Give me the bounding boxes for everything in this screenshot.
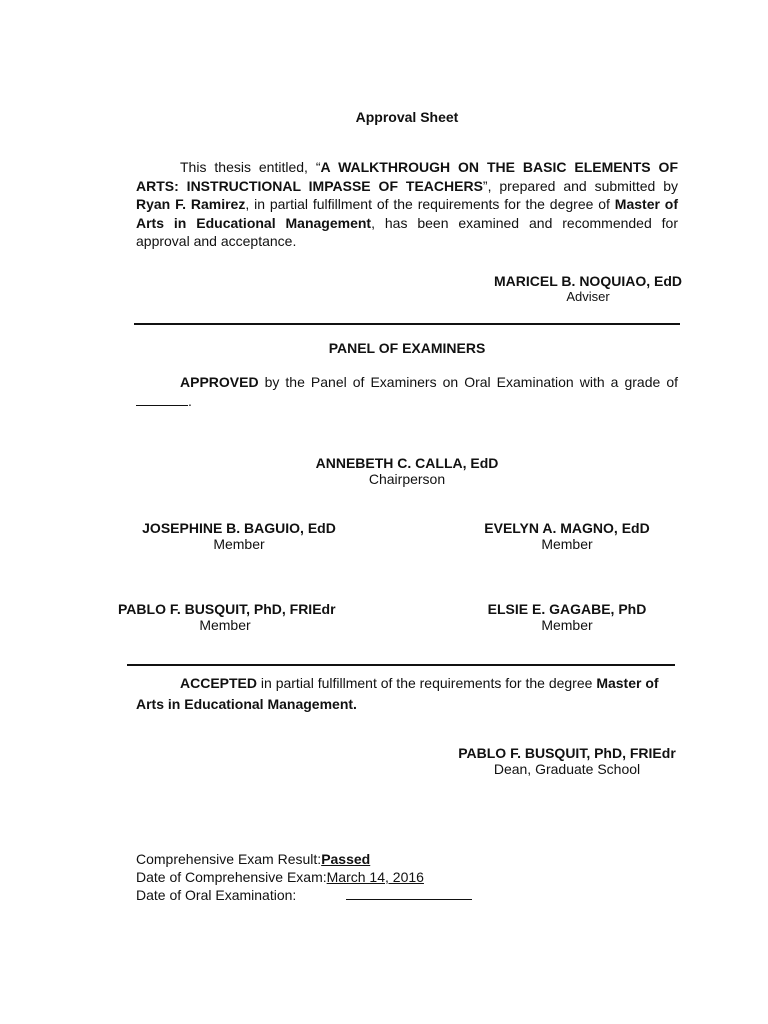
author-name: Ryan F. Ramirez bbox=[136, 196, 246, 212]
member-role-4: Member bbox=[541, 617, 593, 633]
dean-role: Dean, Graduate School bbox=[493, 761, 641, 777]
member-role-2: Member bbox=[541, 536, 593, 552]
intro-mid1: ”, prepared and submitted by bbox=[482, 177, 678, 194]
member-role-1: Member bbox=[213, 536, 265, 552]
chair-name: ANNEBETH C. CALLA, EdD bbox=[315, 455, 499, 471]
thesis-statement bbox=[136, 158, 678, 251]
adviser-name: MARICEL B. NOQUIAO, EdD bbox=[494, 273, 682, 289]
degree-name: Master of Arts in Educational Management bbox=[136, 196, 679, 231]
accepted-degree: Master of Arts in Educational Management. bbox=[136, 675, 659, 712]
page-title: Approval Sheet bbox=[355, 109, 459, 125]
oral-exam-date-blank bbox=[346, 886, 472, 900]
member-role-3: Member bbox=[199, 617, 251, 633]
dean-signature-block bbox=[454, 745, 680, 777]
chair-signature-block bbox=[274, 455, 540, 487]
intro-pre: This thesis entitled, “ bbox=[180, 159, 321, 175]
exam-results bbox=[136, 850, 472, 904]
exam-result-value: Passed bbox=[321, 851, 371, 867]
member-name-4: ELSIE E. GAGABE, PhD bbox=[487, 601, 647, 617]
grade-blank bbox=[136, 393, 188, 406]
approved-text: by the Panel of Examiners on Oral Examination with a grade of bbox=[258, 374, 678, 390]
exam-result-row bbox=[136, 850, 472, 868]
approved-end: . bbox=[188, 393, 192, 409]
member-signature-block-1 bbox=[126, 520, 352, 552]
oral-exam-date-label: Date of Oral Examination: bbox=[136, 887, 297, 903]
member-name-3: PABLO F. BUSQUIT, PhD, FRIEdr bbox=[118, 601, 336, 617]
chair-role: Chairperson bbox=[368, 471, 446, 487]
oral-exam-date-row bbox=[136, 886, 472, 904]
thesis-title: A WALKTHROUGH ON THE BASIC ELEMENTS OF ARTS: INSTRUCTIONAL IMPASSE OF TEACHERS bbox=[136, 159, 678, 194]
accepted-text: in partial fulfillment of the requirements for the degree bbox=[257, 675, 597, 691]
comp-exam-date-row bbox=[136, 868, 472, 886]
accepted-word: ACCEPTED bbox=[180, 675, 258, 691]
panel-heading: PANEL OF EXAMINERS bbox=[328, 340, 486, 356]
intro-post: , has been examined and recommended for approval and acceptance. bbox=[136, 214, 678, 249]
adviser-signature-block bbox=[452, 273, 724, 304]
approved-statement bbox=[136, 373, 678, 411]
member-signature-block-3 bbox=[118, 601, 336, 633]
intro-mid2: , in partial fulfillment of the requirements for the degree of bbox=[245, 196, 615, 212]
divider-middle bbox=[127, 664, 675, 666]
member-signature-block-2 bbox=[454, 520, 680, 552]
comp-exam-date-value: March 14, 2016 bbox=[326, 869, 424, 885]
divider-top bbox=[134, 323, 680, 325]
adviser-role: Adviser bbox=[566, 289, 610, 304]
member-name-1: JOSEPHINE B. BAGUIO, EdD bbox=[142, 520, 336, 536]
member-signature-block-4 bbox=[454, 601, 680, 633]
dean-name: PABLO F. BUSQUIT, PhD, FRIEdr bbox=[458, 745, 676, 761]
comp-exam-date-label: Date of Comprehensive Exam: bbox=[136, 869, 327, 885]
exam-result-label: Comprehensive Exam Result: bbox=[136, 851, 322, 867]
member-name-2: EVELYN A. MAGNO, EdD bbox=[484, 520, 650, 536]
accepted-statement bbox=[136, 673, 678, 715]
approved-word: APPROVED bbox=[180, 374, 259, 390]
